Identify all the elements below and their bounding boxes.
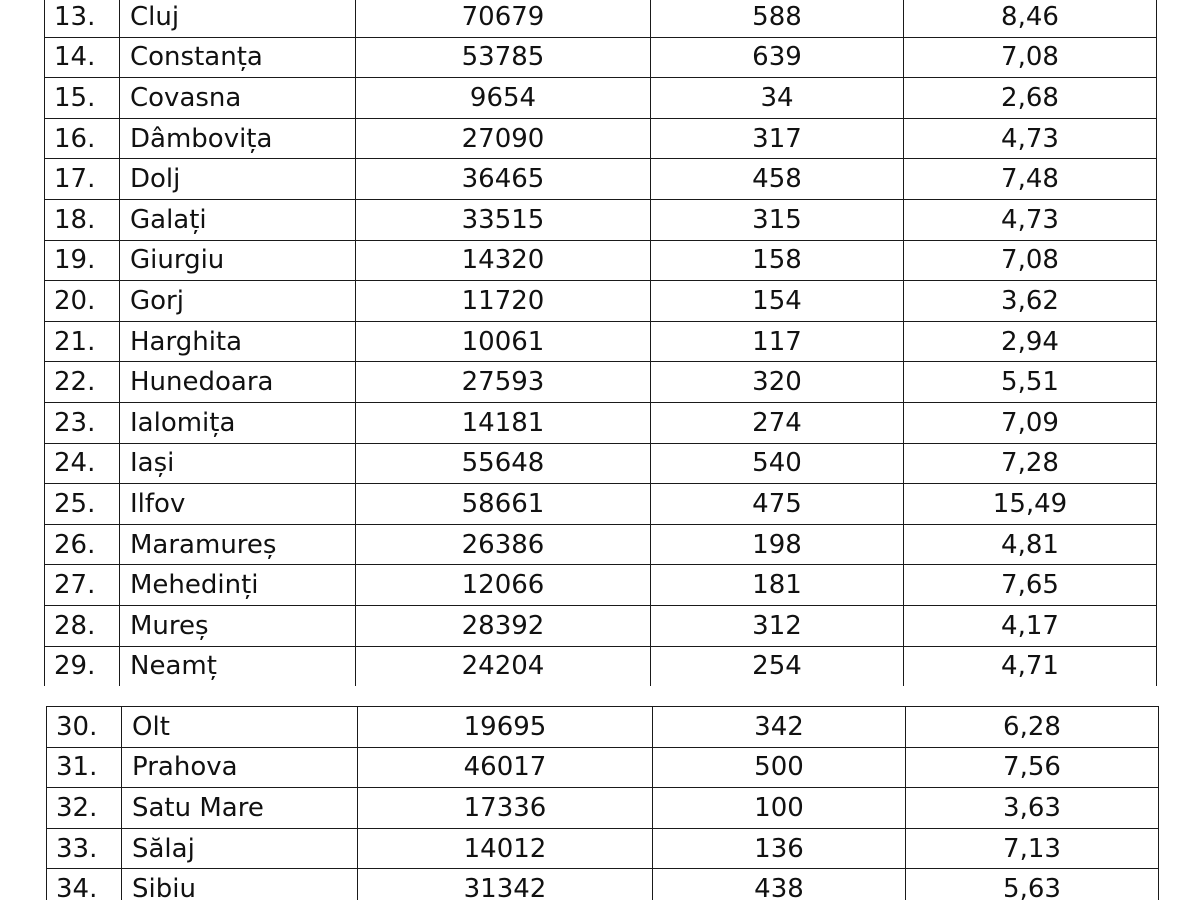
value-3-cell: 5,63 [906,869,1159,900]
value-1-cell: 26386 [356,524,651,565]
county-name-cell: Hunedoara [120,362,356,403]
value-1-cell: 14012 [358,828,653,869]
row-number-cell: 24. [45,443,120,484]
value-1-cell: 28392 [356,605,651,646]
value-3-cell: 4,71 [904,646,1157,686]
value-2-cell: 315 [651,199,904,240]
county-name-cell: Mehedinți [120,565,356,606]
county-name-cell: Constanța [120,37,356,78]
value-1-cell: 53785 [356,37,651,78]
value-3-cell: 7,08 [904,37,1157,78]
table-row [47,788,1159,829]
value-2-cell: 100 [653,788,906,829]
value-3-cell: 7,08 [904,240,1157,281]
value-3-cell: 7,48 [904,159,1157,200]
table-row [47,828,1159,869]
value-3-cell: 4,73 [904,199,1157,240]
table-row [47,869,1159,900]
value-1-cell: 9654 [356,78,651,119]
row-number-cell: 19. [45,240,120,281]
table-row [45,281,1157,322]
county-name-cell: Ilfov [120,484,356,525]
value-2-cell: 639 [651,37,904,78]
table-row [45,321,1157,362]
row-number-cell: 22. [45,362,120,403]
table-row [45,0,1157,37]
table-row [45,118,1157,159]
value-1-cell: 27593 [356,362,651,403]
value-3-cell: 7,28 [904,443,1157,484]
table-row [45,199,1157,240]
value-3-cell: 15,49 [904,484,1157,525]
value-2-cell: 500 [653,747,906,788]
value-1-cell: 70679 [356,0,651,37]
row-number-cell: 17. [45,159,120,200]
value-1-cell: 17336 [358,788,653,829]
value-2-cell: 117 [651,321,904,362]
value-3-cell: 3,63 [906,788,1159,829]
value-2-cell: 317 [651,118,904,159]
county-name-cell: Dolj [120,159,356,200]
value-1-cell: 36465 [356,159,651,200]
value-1-cell: 27090 [356,118,651,159]
county-name-cell: Sibiu [122,869,358,900]
table-row [45,484,1157,525]
value-3-cell: 7,65 [904,565,1157,606]
value-1-cell: 24204 [356,646,651,686]
table-row [45,240,1157,281]
value-3-cell: 4,17 [904,605,1157,646]
value-2-cell: 254 [651,646,904,686]
row-number-cell: 34. [47,869,122,900]
county-name-cell: Sălaj [122,828,358,869]
value-1-cell: 55648 [356,443,651,484]
value-3-cell: 4,73 [904,118,1157,159]
value-3-cell: 7,09 [904,402,1157,443]
county-name-cell: Covasna [120,78,356,119]
value-2-cell: 458 [651,159,904,200]
row-number-cell: 16. [45,118,120,159]
table-row [45,565,1157,606]
county-name-cell: Cluj [120,0,356,37]
table-row [45,362,1157,403]
table-row [47,707,1159,748]
value-2-cell: 154 [651,281,904,322]
county-name-cell: Satu Mare [122,788,358,829]
value-3-cell: 3,62 [904,281,1157,322]
county-name-cell: Mureș [120,605,356,646]
value-2-cell: 475 [651,484,904,525]
value-1-cell: 33515 [356,199,651,240]
value-1-cell: 12066 [356,565,651,606]
row-number-cell: 23. [45,402,120,443]
row-number-cell: 21. [45,321,120,362]
value-2-cell: 274 [651,402,904,443]
value-1-cell: 14320 [356,240,651,281]
table-row [45,78,1157,119]
value-1-cell: 11720 [356,281,651,322]
row-number-cell: 32. [47,788,122,829]
value-2-cell: 320 [651,362,904,403]
value-1-cell: 31342 [358,869,653,900]
table-row [45,443,1157,484]
value-2-cell: 136 [653,828,906,869]
value-3-cell: 2,94 [904,321,1157,362]
value-3-cell: 4,81 [904,524,1157,565]
value-2-cell: 34 [651,78,904,119]
value-2-cell: 342 [653,707,906,748]
value-3-cell: 8,46 [904,0,1157,37]
county-table-upper [44,0,1157,686]
county-name-cell: Maramureș [120,524,356,565]
value-3-cell: 6,28 [906,707,1159,748]
table-row [45,524,1157,565]
row-number-cell: 28. [45,605,120,646]
county-table-lower-body [47,707,1159,900]
value-3-cell: 5,51 [904,362,1157,403]
value-3-cell: 2,68 [904,78,1157,119]
value-1-cell: 14181 [356,402,651,443]
value-1-cell: 46017 [358,747,653,788]
row-number-cell: 25. [45,484,120,525]
value-3-cell: 7,13 [906,828,1159,869]
value-2-cell: 181 [651,565,904,606]
row-number-cell: 14. [45,37,120,78]
table-row [45,402,1157,443]
row-number-cell: 26. [45,524,120,565]
county-name-cell: Olt [122,707,358,748]
table-row [45,646,1157,686]
county-name-cell: Prahova [122,747,358,788]
table-row [45,605,1157,646]
row-number-cell: 31. [47,747,122,788]
row-number-cell: 27. [45,565,120,606]
county-name-cell: Ialomița [120,402,356,443]
row-number-cell: 15. [45,78,120,119]
value-2-cell: 312 [651,605,904,646]
value-2-cell: 438 [653,869,906,900]
table-row [45,37,1157,78]
row-number-cell: 18. [45,199,120,240]
row-number-cell: 29. [45,646,120,686]
county-name-cell: Dâmbovița [120,118,356,159]
county-name-cell: Galați [120,199,356,240]
value-2-cell: 588 [651,0,904,37]
value-1-cell: 10061 [356,321,651,362]
table-row [47,747,1159,788]
county-table-lower [46,706,1159,900]
county-table-upper-body [45,0,1157,686]
value-2-cell: 540 [651,443,904,484]
county-name-cell: Giurgiu [120,240,356,281]
county-name-cell: Iași [120,443,356,484]
value-1-cell: 58661 [356,484,651,525]
county-name-cell: Harghita [120,321,356,362]
row-number-cell: 30. [47,707,122,748]
table-row [45,159,1157,200]
value-1-cell: 19695 [358,707,653,748]
row-number-cell: 20. [45,281,120,322]
row-number-cell: 33. [47,828,122,869]
value-2-cell: 158 [651,240,904,281]
county-name-cell: Neamț [120,646,356,686]
value-2-cell: 198 [651,524,904,565]
value-3-cell: 7,56 [906,747,1159,788]
county-name-cell: Gorj [120,281,356,322]
row-number-cell: 13. [45,0,120,37]
